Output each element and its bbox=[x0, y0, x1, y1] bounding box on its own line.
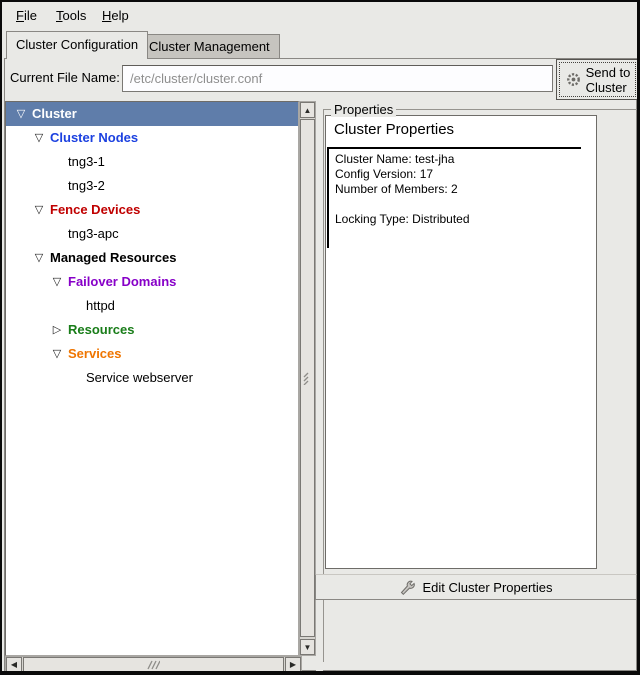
tree-row[interactable] bbox=[6, 126, 298, 150]
properties-text bbox=[327, 147, 581, 248]
wrench-icon bbox=[399, 579, 416, 596]
menu-file-rest: ile bbox=[23, 8, 37, 23]
expander-spacer bbox=[50, 150, 64, 174]
expander-open-icon[interactable]: ▽ bbox=[52, 348, 62, 360]
properties-panel bbox=[325, 115, 597, 569]
tree-row-label: tng3-2 bbox=[68, 178, 105, 193]
edit-cluster-properties-button[interactable] bbox=[315, 574, 637, 600]
tab-cluster-configuration[interactable]: Cluster Configuration bbox=[6, 31, 148, 59]
scroll-up-button[interactable]: ▲ bbox=[300, 102, 315, 118]
edit-button-label: Edit Cluster Properties bbox=[422, 579, 553, 595]
expander-open-icon[interactable]: ▽ bbox=[16, 108, 26, 120]
tree-row-label: Managed Resources bbox=[50, 250, 177, 265]
menu-file[interactable] bbox=[10, 6, 43, 26]
tree-row[interactable] bbox=[6, 366, 298, 390]
menu-file-accel: F bbox=[16, 8, 24, 23]
menu-tools-rest: ools bbox=[62, 8, 87, 23]
property-line: Cluster Name: test-jha bbox=[335, 152, 455, 166]
property-line: Number of Members: 2 bbox=[335, 182, 458, 196]
tree-row-label: Cluster Nodes bbox=[50, 130, 139, 145]
tree-row-label: Service webserver bbox=[86, 370, 193, 385]
tree-horizontal-scrollbar bbox=[5, 656, 302, 673]
tree-row-label: Services bbox=[68, 346, 122, 361]
property-line: Config Version: 17 bbox=[335, 167, 434, 181]
tree-row[interactable] bbox=[6, 318, 298, 342]
scrollbar-grip-icon bbox=[147, 660, 160, 670]
scroll-left-button[interactable]: ◀ bbox=[6, 657, 22, 672]
menu-help-accel: H bbox=[102, 8, 112, 23]
tree-row[interactable] bbox=[6, 222, 298, 246]
tree-row[interactable] bbox=[6, 198, 298, 222]
tree-row-label: Resources bbox=[68, 322, 135, 337]
expander-open-icon[interactable]: ▽ bbox=[52, 276, 62, 288]
tree-row[interactable] bbox=[6, 174, 298, 198]
scroll-down-button[interactable]: ▼ bbox=[300, 639, 315, 655]
properties-title: Cluster Properties bbox=[334, 121, 455, 138]
tree-row-label: tng3-apc bbox=[68, 226, 119, 241]
tree-vertical-scrollbar bbox=[299, 101, 316, 656]
menu-help[interactable] bbox=[96, 6, 135, 26]
property-line: Locking Type: Distributed bbox=[335, 212, 470, 226]
menubar bbox=[2, 2, 637, 30]
expander-collapsed-icon[interactable]: ▷ bbox=[52, 324, 62, 336]
cluster-tree bbox=[5, 101, 299, 656]
send-button-label-line2: Cluster bbox=[585, 79, 627, 95]
current-file-name-label: Current File Name: bbox=[10, 70, 120, 85]
current-file-name-input[interactable] bbox=[122, 65, 553, 92]
menu-help-rest: elp bbox=[111, 8, 129, 23]
properties-frame-label: Properties bbox=[331, 102, 396, 117]
tab-cluster-management[interactable]: Cluster Management bbox=[139, 34, 280, 59]
tree-row[interactable] bbox=[6, 150, 298, 174]
tree-row-label: tng3-1 bbox=[68, 154, 105, 169]
expander-spacer bbox=[50, 222, 64, 246]
tree-row[interactable] bbox=[6, 102, 298, 126]
tree-row[interactable] bbox=[6, 342, 298, 366]
expander-spacer bbox=[68, 294, 82, 318]
expander-spacer bbox=[68, 366, 82, 390]
vertical-scrollbar-thumb[interactable] bbox=[300, 119, 315, 637]
expander-open-icon[interactable]: ▽ bbox=[34, 252, 44, 264]
tree-row-label: httpd bbox=[86, 298, 115, 313]
scrollbar-grip-icon bbox=[303, 372, 313, 385]
property-line bbox=[335, 197, 581, 212]
expander-open-icon[interactable]: ▽ bbox=[34, 204, 44, 216]
menu-tools-accel: T bbox=[56, 8, 63, 23]
expander-open-icon[interactable]: ▽ bbox=[34, 132, 44, 144]
gear-icon bbox=[565, 71, 582, 88]
horizontal-scrollbar-thumb[interactable] bbox=[23, 657, 284, 672]
tree-row[interactable] bbox=[6, 294, 298, 318]
send-button-label-line1: Send to bbox=[585, 64, 631, 80]
send-to-cluster-button[interactable] bbox=[556, 59, 639, 100]
menu-tools[interactable] bbox=[50, 6, 92, 26]
tree-row-label: Fence Devices bbox=[50, 202, 141, 217]
expander-spacer bbox=[50, 174, 64, 198]
tree-row-label: Cluster bbox=[32, 106, 77, 121]
tree-row[interactable] bbox=[6, 246, 298, 270]
scroll-right-button[interactable]: ▶ bbox=[285, 657, 301, 672]
tree-row[interactable] bbox=[6, 270, 298, 294]
tree-row-label: Failover Domains bbox=[68, 274, 177, 289]
